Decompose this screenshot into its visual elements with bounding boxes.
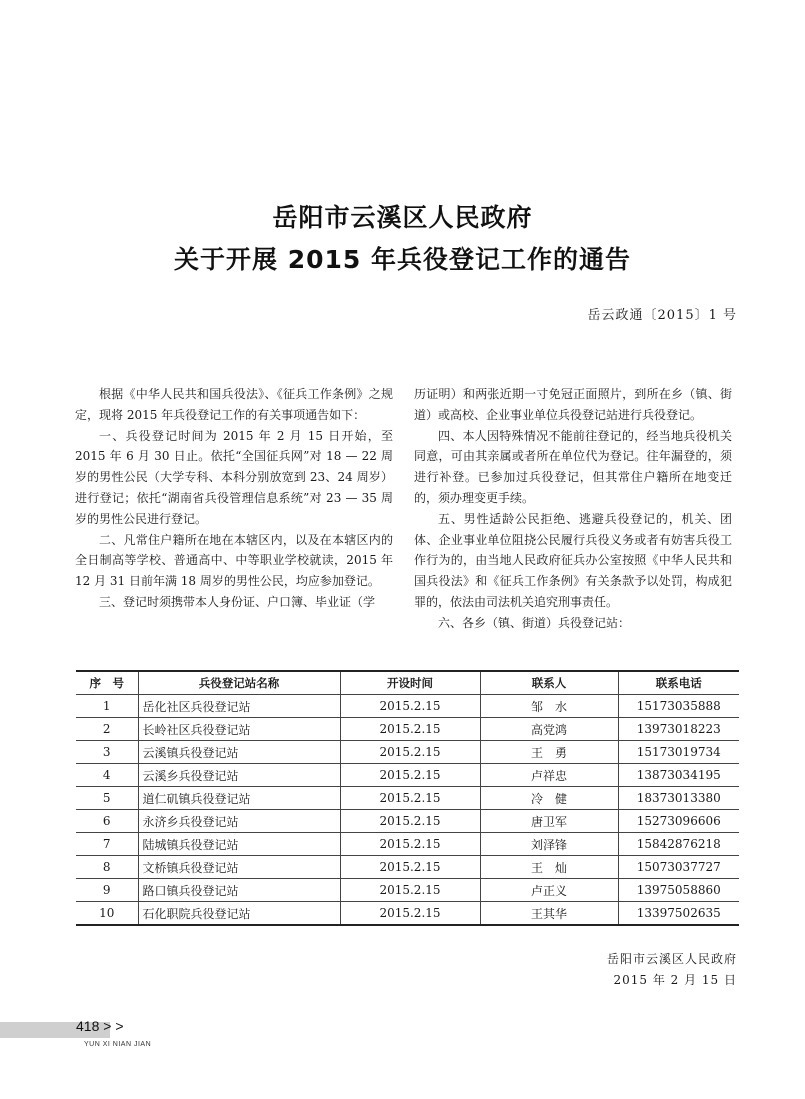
cell-open-date: 2015.2.15 [340,695,480,718]
cell-phone: 15273096606 [618,810,739,833]
cell-index: 6 [76,810,138,833]
cell-phone: 15073037727 [618,856,739,879]
cell-contact: 邹 水 [480,695,618,718]
cell-station-name: 石化职院兵役登记站 [138,902,340,926]
title-line-2: 关于开展 2015 年兵役登记工作的通告 [174,245,631,274]
page-number: 418 > > [76,1018,124,1034]
cell-index: 1 [76,695,138,718]
cell-open-date: 2015.2.15 [340,741,480,764]
table-row [76,810,739,833]
cell-phone: 15173035888 [618,695,739,718]
cell-station-name: 永济乡兵役登记站 [138,810,340,833]
table-row [76,833,739,856]
cell-station-name: 长岭社区兵役登记站 [138,718,340,741]
cell-index: 10 [76,902,138,926]
left-column [75,384,393,613]
header-phone: 联系电话 [618,671,739,695]
header-station-name: 兵役登记站名称 [138,671,340,695]
table-row [76,787,739,810]
right-column [414,384,732,634]
cell-station-name: 路口镇兵役登记站 [138,879,340,902]
table-header-row [76,671,739,695]
table-row [76,856,739,879]
table-row [76,741,739,764]
cell-contact: 卢正义 [480,879,618,902]
signature: 岳阳市云溪区人民政府 [606,952,737,966]
table-row [76,879,739,902]
footer-text: YUN XI NIAN JIAN [84,1041,152,1048]
title-line-1: 岳阳市云溪区人民政府 [272,203,533,232]
cell-index: 5 [76,787,138,810]
header-contact: 联系人 [480,671,618,695]
cell-index: 2 [76,718,138,741]
cell-index: 3 [76,741,138,764]
cell-phone: 18373013380 [618,787,739,810]
paragraph: 根据《中华人民共和国兵役法》、《征兵工作条例》之规定，现将 2015 年兵役登记工作的有关事项通告如下： [75,387,393,422]
cell-station-name: 文桥镇兵役登记站 [138,856,340,879]
cell-contact: 刘泽锋 [480,833,618,856]
header-open-date: 开设时间 [340,671,480,695]
cell-contact: 卢祥忠 [480,764,618,787]
paragraph-continued: 历证明）和两张近期一寸免冠正面照片，到所在乡（镇、街道）或高校、企业事业单位兵役登记站进行兵役登记。 [414,387,732,422]
table-row [76,764,739,787]
document-number: 岳云政通〔2015〕1 号 [587,308,737,323]
cell-contact: 王 灿 [480,856,618,879]
cell-open-date: 2015.2.15 [340,764,480,787]
cell-phone: 13973018223 [618,718,739,741]
sign-date: 2015 年 2 月 15 日 [613,973,737,987]
cell-phone: 15842876218 [618,833,739,856]
cell-contact: 唐卫军 [480,810,618,833]
cell-open-date: 2015.2.15 [340,879,480,902]
cell-station-name: 云溪乡兵役登记站 [138,764,340,787]
paragraph: 四、本人因特殊情况不能前往登记的，经当地兵役机关同意，可由其亲属或者所在单位代为登记。往年漏登的，须进行补登。已参加过兵役登记，但其常住户籍所在地变迁的，须办理变更手续。 [414,428,732,505]
paragraph: 三、登记时须携带本人身份证、户口簿、毕业证（学 [99,594,376,609]
table-row [76,695,739,718]
paragraph: 六、各乡（镇、街道）兵役登记站： [438,615,631,630]
cell-index: 9 [76,879,138,902]
cell-index: 7 [76,833,138,856]
cell-open-date: 2015.2.15 [340,902,480,926]
cell-phone: 13975058860 [618,879,739,902]
paragraph: 一、兵役登记时间为 2015 年 2 月 15 日开始，至 2015 年 6 月 30 日止。依托“全国征兵网”对 18 — 22 周岁的男性公民（大学专科、本科分别放宽到 23、24 周岁）进行登记；依托“湖南省兵役管理信息系统”对 23 — 35 周岁的男性公民进行登记。 [75,428,393,526]
table-row [76,718,739,741]
cell-index: 4 [76,764,138,787]
cell-open-date: 2015.2.15 [340,833,480,856]
header-index: 序 号 [76,671,138,695]
paragraph: 二、凡常住户籍所在地在本辖区内，以及在本辖区内的全日制高等学校、普通高中、中等职业学校就读，2015 年 12 月 31 日前年满 18 周岁的男性公民，均应参加登记。 [75,532,393,589]
cell-contact: 王 勇 [480,741,618,764]
cell-station-name: 陆城镇兵役登记站 [138,833,340,856]
table-row [76,902,739,926]
cell-open-date: 2015.2.15 [340,718,480,741]
cell-station-name: 云溪镇兵役登记站 [138,741,340,764]
registration-stations-table [76,670,739,926]
paragraph: 五、男性适龄公民拒绝、逃避兵役登记的，机关、团体、企业事业单位阻挠公民履行兵役义务或者有妨害兵役工作行为的，由当地人民政府征兵办公室按照《中华人民共和国兵役法》和《征兵工作条例》有关条款予以处罚，构成犯罪的，依法由司法机关追究刑事责任。 [414,511,732,609]
cell-contact: 王其华 [480,902,618,926]
cell-index: 8 [76,856,138,879]
cell-phone: 13873034195 [618,764,739,787]
cell-phone: 13397502635 [618,902,739,926]
cell-contact: 高党鸿 [480,718,618,741]
cell-contact: 冷 健 [480,787,618,810]
cell-open-date: 2015.2.15 [340,856,480,879]
cell-phone: 15173019734 [618,741,739,764]
cell-open-date: 2015.2.15 [340,810,480,833]
cell-station-name: 道仁矶镇兵役登记站 [138,787,340,810]
cell-station-name: 岳化社区兵役登记站 [138,695,340,718]
cell-open-date: 2015.2.15 [340,787,480,810]
